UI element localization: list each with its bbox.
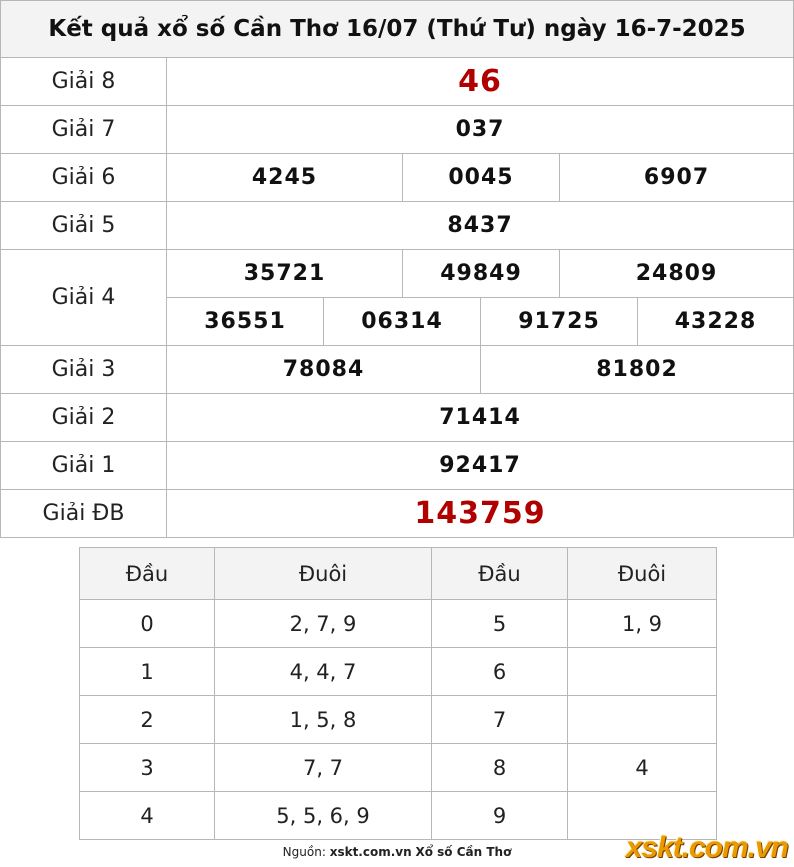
prize-number: 8437 <box>167 202 794 250</box>
prize-label: Giải 1 <box>1 442 167 490</box>
loto-head: 5 <box>432 600 568 648</box>
prize-row-7 <box>1 106 794 154</box>
prize-number: 4245 <box>167 154 403 202</box>
prize-number: 81802 <box>481 346 794 394</box>
special-prize-number: 143759 <box>167 490 794 538</box>
loto-head: 1 <box>80 648 215 696</box>
loto-tail: 1, 9 <box>568 600 717 648</box>
loto-row <box>80 648 717 696</box>
loto-head: 4 <box>80 792 215 840</box>
prize-row-4a <box>1 250 794 298</box>
prize-row-2 <box>1 394 794 442</box>
prize-label: Giải 8 <box>1 58 167 106</box>
prize-number: 43228 <box>638 298 794 346</box>
loto-head: 3 <box>80 744 215 792</box>
prize-label: Giải ĐB <box>1 490 167 538</box>
prize-number: 92417 <box>167 442 794 490</box>
loto-tail: 5, 5, 6, 9 <box>215 792 432 840</box>
prize-number: 6907 <box>560 154 794 202</box>
loto-head: 9 <box>432 792 568 840</box>
prize-number: 91725 <box>481 298 638 346</box>
prize-number: 0045 <box>403 154 560 202</box>
prize-number: 46 <box>167 58 794 106</box>
source-link[interactable]: xskt.com.vn <box>329 845 412 859</box>
source-prefix: Nguồn: <box>282 845 326 859</box>
loto-row <box>80 744 717 792</box>
prize-number: 49849 <box>403 250 560 298</box>
page-title: Kết quả xổ số Cần Thơ 16/07 (Thứ Tư) ngày 16-7-2025 <box>1 1 794 58</box>
loto-header-row <box>80 548 717 600</box>
loto-head: 6 <box>432 648 568 696</box>
loto-row <box>80 696 717 744</box>
loto-header: Đuôi <box>568 548 717 600</box>
loto-header: Đuôi <box>215 548 432 600</box>
loto-tail <box>568 696 717 744</box>
prize-number: 36551 <box>167 298 324 346</box>
loto-head: 8 <box>432 744 568 792</box>
prize-row-special <box>1 490 794 538</box>
source-name: Xổ số Cần Thơ <box>415 845 512 859</box>
loto-head: 7 <box>432 696 568 744</box>
loto-row <box>80 792 717 840</box>
loto-table <box>79 547 717 840</box>
loto-head: 0 <box>80 600 215 648</box>
loto-head: 2 <box>80 696 215 744</box>
loto-tail <box>568 648 717 696</box>
prize-label: Giải 3 <box>1 346 167 394</box>
prize-number: 06314 <box>324 298 481 346</box>
prize-label: Giải 7 <box>1 106 167 154</box>
prize-row-8 <box>1 58 794 106</box>
prize-label: Giải 5 <box>1 202 167 250</box>
prize-label: Giải 6 <box>1 154 167 202</box>
loto-header: Đầu <box>80 548 215 600</box>
loto-tail: 1, 5, 8 <box>215 696 432 744</box>
loto-tail: 4, 4, 7 <box>215 648 432 696</box>
prize-row-1 <box>1 442 794 490</box>
prize-label: Giải 4 <box>1 250 167 346</box>
prize-row-6 <box>1 154 794 202</box>
prize-row-5 <box>1 202 794 250</box>
loto-tail: 7, 7 <box>215 744 432 792</box>
loto-header: Đầu <box>432 548 568 600</box>
prize-number: 35721 <box>167 250 403 298</box>
prize-number: 037 <box>167 106 794 154</box>
prize-number: 78084 <box>167 346 481 394</box>
loto-row <box>80 600 717 648</box>
prize-label: Giải 2 <box>1 394 167 442</box>
prize-number: 24809 <box>560 250 794 298</box>
site-logo[interactable]: xskt.com.vn <box>625 831 788 864</box>
loto-tail: 2, 7, 9 <box>215 600 432 648</box>
prize-row-3 <box>1 346 794 394</box>
loto-tail: 4 <box>568 744 717 792</box>
prize-number: 71414 <box>167 394 794 442</box>
